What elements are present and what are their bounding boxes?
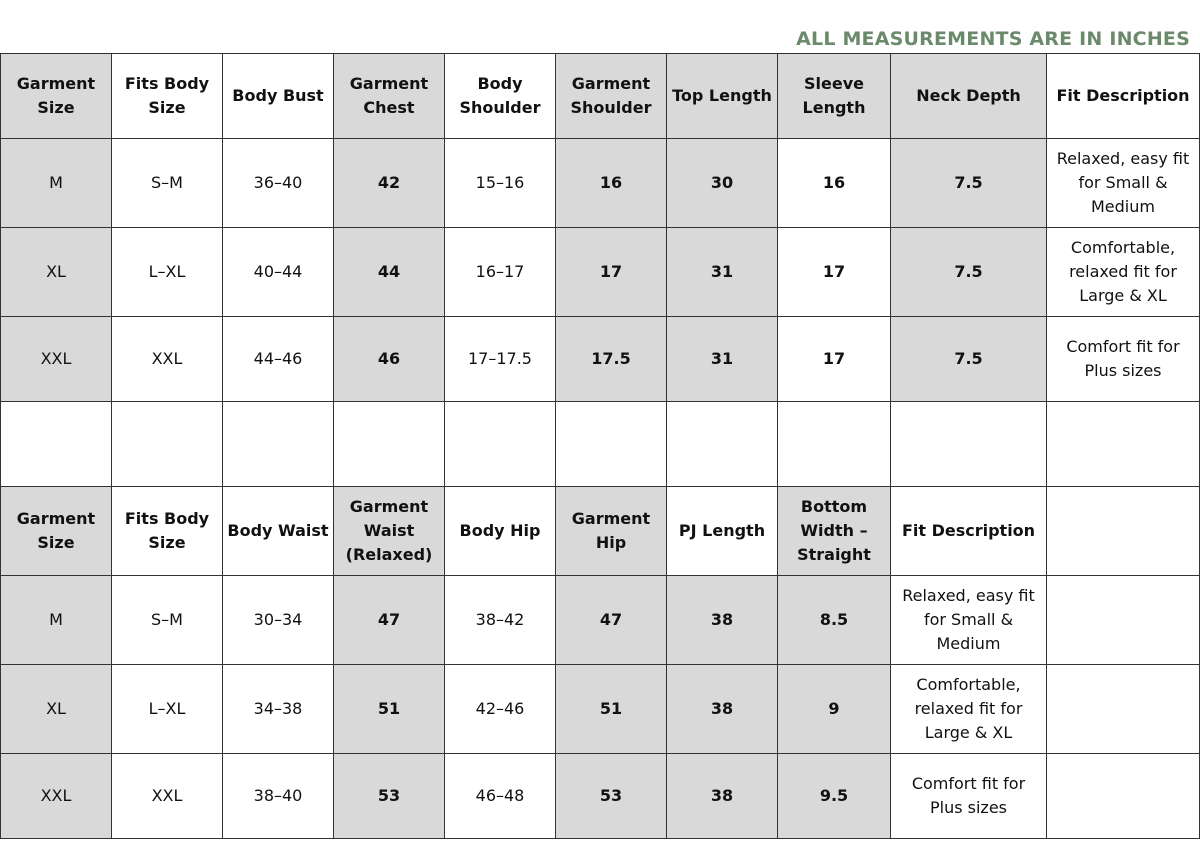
top-cell: Relaxed, easy fit for Small & Medium	[1047, 139, 1200, 228]
top-cell: 40–44	[223, 228, 334, 317]
spacer-cell	[778, 402, 891, 487]
top-header-cell: Garment Shoulder	[556, 54, 667, 139]
spacer-cell	[1047, 402, 1200, 487]
bottom-header-row	[1, 487, 1200, 576]
top-cell: XXL	[1, 317, 112, 402]
top-cell: 7.5	[891, 139, 1047, 228]
top-row	[1, 228, 1200, 317]
bottom-cell: 51	[556, 665, 667, 754]
bottom-cell	[1047, 754, 1200, 839]
top-header-cell: Garment Chest	[334, 54, 445, 139]
top-header-cell: Sleeve Length	[778, 54, 891, 139]
bottom-header-cell: Garment Size	[1, 487, 112, 576]
top-cell: XL	[1, 228, 112, 317]
bottom-cell: Comfortable, relaxed fit for Large & XL	[891, 665, 1047, 754]
top-cell: 44–46	[223, 317, 334, 402]
spacer-cell	[667, 402, 778, 487]
top-header-cell: Fit Description	[1047, 54, 1200, 139]
spacer-row	[1, 402, 1200, 487]
bottom-header-cell: Garment Waist (Relaxed)	[334, 487, 445, 576]
spacer-cell	[1, 402, 112, 487]
units-note: ALL MEASUREMENTS ARE IN INCHES	[796, 28, 1190, 50]
top-cell: 7.5	[891, 317, 1047, 402]
bottom-cell: 38	[667, 665, 778, 754]
bottom-header-cell: Fit Description	[891, 487, 1047, 576]
top-cell: 30	[667, 139, 778, 228]
top-header-cell: Garment Size	[1, 54, 112, 139]
bottom-row	[1, 576, 1200, 665]
bottom-cell: 38	[667, 754, 778, 839]
bottom-cell: L–XL	[112, 665, 223, 754]
top-cell: 17–17.5	[445, 317, 556, 402]
top-header-row	[1, 54, 1200, 139]
top-cell: 46	[334, 317, 445, 402]
top-cell: 36–40	[223, 139, 334, 228]
spacer-cell	[112, 402, 223, 487]
bottom-cell: 9.5	[778, 754, 891, 839]
top-cell: 16–17	[445, 228, 556, 317]
bottom-row	[1, 665, 1200, 754]
bottom-cell: XXL	[1, 754, 112, 839]
bottom-cell: XL	[1, 665, 112, 754]
top-cell: 42	[334, 139, 445, 228]
bottom-cell	[1047, 576, 1200, 665]
spacer-cell	[223, 402, 334, 487]
bottom-header-cell	[1047, 487, 1200, 576]
bottom-cell: 9	[778, 665, 891, 754]
bottom-cell: 46–48	[445, 754, 556, 839]
top-cell: 17	[778, 317, 891, 402]
top-cell: 31	[667, 317, 778, 402]
top-header-cell: Neck Depth	[891, 54, 1047, 139]
top-row	[1, 139, 1200, 228]
bottom-cell: 51	[334, 665, 445, 754]
top-header-cell: Fits Body Size	[112, 54, 223, 139]
top-cell: 15–16	[445, 139, 556, 228]
spacer-cell	[556, 402, 667, 487]
bottom-header-cell: Fits Body Size	[112, 487, 223, 576]
bottom-cell	[1047, 665, 1200, 754]
top-cell: 16	[778, 139, 891, 228]
bottom-cell: 38–42	[445, 576, 556, 665]
bottom-row	[1, 754, 1200, 839]
bottom-cell: 8.5	[778, 576, 891, 665]
top-cell: 16	[556, 139, 667, 228]
top-cell: XXL	[112, 317, 223, 402]
top-header-cell: Top Length	[667, 54, 778, 139]
top-row	[1, 317, 1200, 402]
bottom-cell: 30–34	[223, 576, 334, 665]
bottom-header-cell: PJ Length	[667, 487, 778, 576]
top-cell: 17	[778, 228, 891, 317]
spacer-cell	[334, 402, 445, 487]
bottom-cell: M	[1, 576, 112, 665]
bottom-cell: 47	[334, 576, 445, 665]
bottom-cell: Comfort fit for Plus sizes	[891, 754, 1047, 839]
bottom-cell: XXL	[112, 754, 223, 839]
bottom-cell: 53	[334, 754, 445, 839]
top-cell: 31	[667, 228, 778, 317]
bottom-cell: 38–40	[223, 754, 334, 839]
top-cell: S–M	[112, 139, 223, 228]
bottom-cell: 53	[556, 754, 667, 839]
top-cell: M	[1, 139, 112, 228]
top-cell: 44	[334, 228, 445, 317]
top-cell: L–XL	[112, 228, 223, 317]
top-cell: 7.5	[891, 228, 1047, 317]
bottom-header-cell: Bottom Width – Straight	[778, 487, 891, 576]
size-chart-table	[0, 53, 1200, 839]
top-cell: Comfortable, relaxed fit for Large & XL	[1047, 228, 1200, 317]
bottom-header-cell: Body Hip	[445, 487, 556, 576]
bottom-header-cell: Garment Hip	[556, 487, 667, 576]
spacer-cell	[445, 402, 556, 487]
spacer-cell	[891, 402, 1047, 487]
bottom-cell: 38	[667, 576, 778, 665]
bottom-cell: Relaxed, easy fit for Small & Medium	[891, 576, 1047, 665]
bottom-header-cell: Body Waist	[223, 487, 334, 576]
top-header-cell: Body Shoulder	[445, 54, 556, 139]
top-cell: Comfort fit for Plus sizes	[1047, 317, 1200, 402]
top-header-cell: Body Bust	[223, 54, 334, 139]
top-cell: 17.5	[556, 317, 667, 402]
bottom-cell: 42–46	[445, 665, 556, 754]
top-cell: 17	[556, 228, 667, 317]
bottom-cell: S–M	[112, 576, 223, 665]
bottom-cell: 47	[556, 576, 667, 665]
bottom-cell: 34–38	[223, 665, 334, 754]
